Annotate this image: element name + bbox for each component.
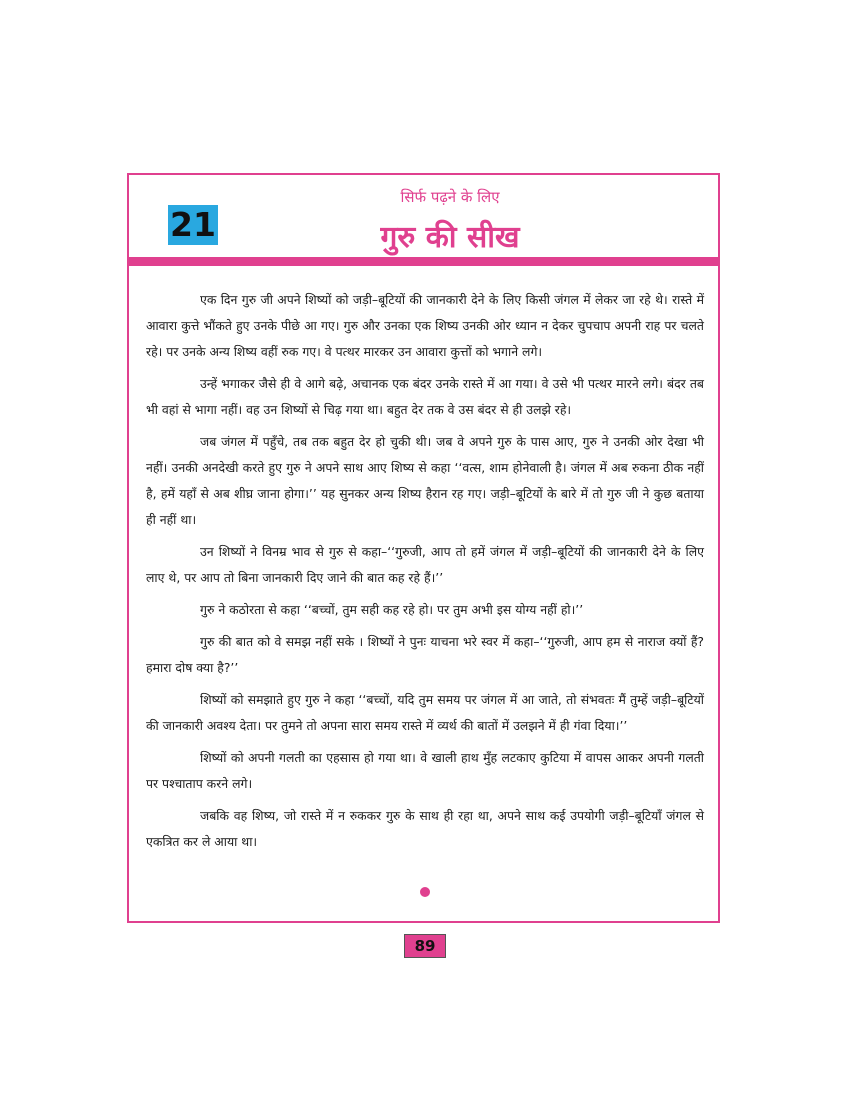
paragraph: जब जंगल में पहुँचे, तब तक बहुत देर हो चुकी थी। जब वे अपने गुरु के पास आए, गुरु ने उनकी ओर देखा भी नहीं। उनकी अनदेखी करते हुए गुरु ने अपने साथ आए शिष्य से कहा ‘‘वत्स, शाम होनेवाली है। जंगल में अब रुकना ठीक नहीं है, हमें यहाँ से अब शीघ्र जाना होगा।’’ यह सुनकर अन्य शिष्य हैरान रह गए। जड़ी–बूटियों के बारे में तो गुरु जी ने कुछ बताया ही नहीं था। bbox=[146, 434, 704, 527]
header-rule bbox=[127, 257, 720, 266]
paragraph: शिष्यों को अपनी गलती का एहसास हो गया था। वे खाली हाथ मुँह लटकाए कुटिया में वापस आकर अपनी गलती पर पश्चाताप करने लगे। bbox=[146, 750, 704, 791]
paragraph: गुरु की बात को वे समझ नहीं सके । शिष्यों ने पुनः याचना भरे स्वर में कहा–‘‘गुरुजी, आप हम से नाराज क्यों हैं? हमारा दोष क्या है?’’ bbox=[146, 634, 704, 675]
end-dot bbox=[420, 887, 430, 897]
paragraph: शिष्यों को समझाते हुए गुरु ने कहा ‘‘बच्चों, यदि तुम समय पर जंगल में आ जाते, तो संभवतः मैं तुम्हें जड़ी–बूटियों की जानकारी अवश्य देता। पर तुमने तो अपना सारा समय रास्ते में व्यर्थ की बातों में उलझने में ही गंवा दिया।’’ bbox=[146, 692, 704, 733]
paragraph: जबकि वह शिष्य, जो रास्ते में न रुककर गुरु के साथ ही रहा था, अपने साथ कई उपयोगी जड़ी–बूटियाँ जंगल से एकत्रित कर ले आया था। bbox=[146, 808, 704, 849]
chapter-number: 21 bbox=[168, 205, 218, 245]
chapter-subtitle: सिर्फ पढ़ने के लिए bbox=[400, 188, 500, 206]
paragraph: एक दिन गुरु जी अपने शिष्यों को जड़ी–बूटियों की जानकारी देने के लिए किसी जंगल में लेकर जा रहे थे। रास्ते में आवारा कुत्ते भौंकते हुए उनके पीछे आ गए। गुरु और उनका एक शिष्य उनकी ओर ध्यान न देकर चुपचाप अपनी राह पर चलते रहे। पर उनके अन्य शिष्य वहीं रुक गए। वे पत्थर मारकर उन आवारा कुत्तों को भगाने लगे। bbox=[146, 292, 704, 359]
chapter-title: गुरु की सीख bbox=[380, 220, 520, 255]
paragraph: उन शिष्यों ने विनम्र भाव से गुरु से कहा–‘‘गुरुजी, आप तो हमें जंगल में जड़ी–बूटियों की जानकारी देने के लिए लाए थे, पर आप तो बिना जानकारी दिए जाने की बात कह रहे हैं।’’ bbox=[146, 544, 704, 585]
paragraph: उन्हें भगाकर जैसे ही वे आगे बढ़े, अचानक एक बंदर उनके रास्ते में आ गया। वे उसे भी पत्थर मारने लगे। बंदर तब भी वहां से भागा नहीं। वह उन शिष्यों से चिढ़ गया था। बहुत देर तक वे उस बंदर से ही उलझे रहे। bbox=[146, 376, 704, 417]
page-number: 89 bbox=[404, 934, 446, 958]
paragraph: गुरु ने कठोरता से कहा ‘‘बच्चों, तुम सही कह रहे हो। पर तुम अभी इस योग्य नहीं हो।’’ bbox=[200, 602, 584, 617]
story-body bbox=[146, 287, 704, 861]
